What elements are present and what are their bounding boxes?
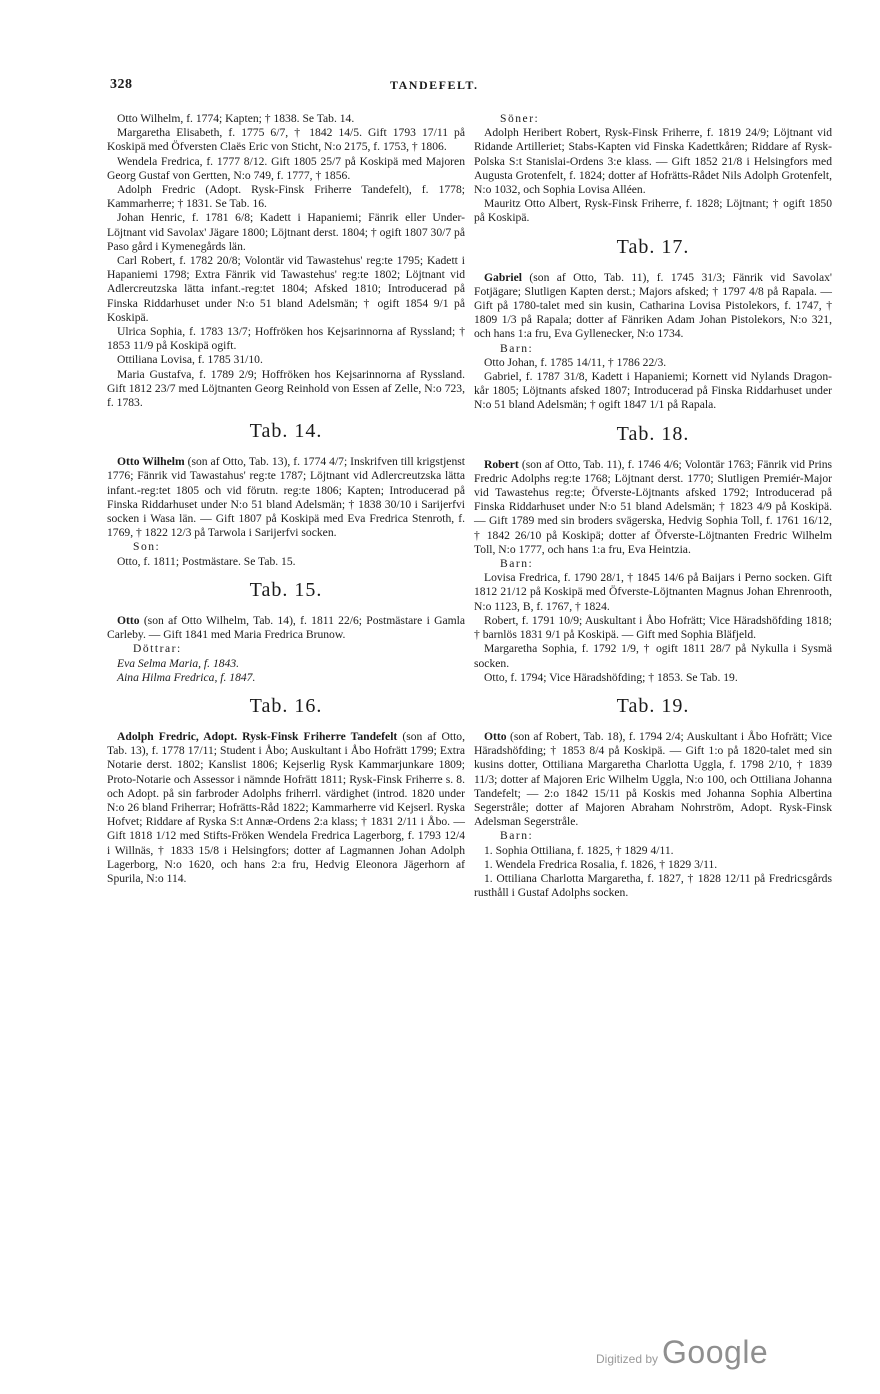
entry-lead-name: Robert <box>484 457 519 471</box>
entry-text: (son af Otto, Tab. 13), f. 1774 4/7; Inskrifven till krigstjenst 1776; Fänrik vid Tawastahus' reg:te 1787; Löjtnant vid Adlercreutzska lätta infant.-reg:tet 1805 och vid förutn. reg:te 1806; Kapten; Introducerad på Finska Riddarhuset under N:o 51 bland Adelsmän; † 1838 30/10 i Sarijerfvi socken i Wasa län. — Gift 1807 på Koskipä med Eva Fredrica Stenroth, f. 1769, † 1822 12/3 på Tarwola i Sarijerfvi socken. <box>107 455 465 540</box>
son-entry: Adolph Heribert Robert, Rysk-Finsk Friherre, f. 1819 24/9; Löjtnant vid Ridande Artilleriet; Stabs-Kapten vid Finska Kadettkåren; Riddare af Rysk-Polska S:t Stanislai-Ordens 3:e klass. — Gift 1852 21/8 i Helsingfors med Augusta Grotenfelt, f. 1824; dotter af Hofrätts-Rådet Nils Adolph Grotenfelt, N:o 1032, och Sophia Lovisa Alléen. <box>474 126 832 197</box>
tab-19-heading: Tab. 19. <box>616 694 690 717</box>
entry-lead-name: Adolph Fredric, Adopt. Rysk-Finsk Friherre Tandefelt <box>117 729 398 743</box>
entry-lead-name: Otto Wilhelm <box>117 455 185 469</box>
daughter-entry: Eva Selma Maria, f. 1843. <box>117 656 240 670</box>
right-column <box>474 112 832 900</box>
entry: Otto Wilhelm, f. 1774; Kapten; † 1838. Se Tab. 14. <box>117 112 355 125</box>
tab-16-heading: Tab. 16. <box>249 694 323 717</box>
entry-lead-name: Otto <box>484 729 507 743</box>
digitized-watermark <box>596 1334 768 1371</box>
digitized-by-text: Digitized by <box>596 1352 659 1366</box>
son-entry: Mauritz Otto Albert, Rysk-Finsk Friherre, f. 1828; Löjtnant; † ogift 1850 på Koskipä. <box>474 197 832 225</box>
entry-lead-name: Gabriel <box>484 270 522 284</box>
child-entry: Otto Johan, f. 1785 14/11, † 1786 22/3. <box>484 355 667 369</box>
daughters-label: Döttrar: <box>133 642 182 656</box>
children-label: Barn: <box>500 341 534 355</box>
entry-text: (son af Otto, Tab. 11), f. 1746 4/6; Volontär 1763; Fänrik vid Prins Fredric Adolphs reg:te 1768; Löjtnant derst. 1770; Slutligen Premiér-Major vid Tawastehus reg:te; Öfverste-Löjtnants afsked 1792; Introducerad på Finska Riddarhuset under N:o 51 bland Adelsmän; † 1823 4/9 på Koskipä. — Gift 1789 med sin broders svägerska, Hedvig Sophia Toll, f. 1761 16/12, † 1842 26/10 på Koskipä; dotter af Öfverste-Löjtnanten Fredric Wilhelm Toll, N:o 1777, och hans 1:a fru, Eva Heintzia. <box>474 457 832 556</box>
son-label: Son: <box>133 540 161 554</box>
tab-14-heading: Tab. 14. <box>249 420 323 443</box>
child-entry: 1. Sophia Ottiliana, f. 1825, † 1829 4/11. <box>484 843 674 857</box>
left-column <box>107 112 465 886</box>
entry: Margaretha Elisabeth, f. 1775 6/7, † 1842 14/5. Gift 1793 17/11 på Koskipä med Öfversten Claës Eric von Sticht, N:o 2175, f. 1753, † 1806. <box>107 126 465 154</box>
tab-16-entry <box>107 730 465 886</box>
tab-18-heading: Tab. 18. <box>616 422 690 445</box>
tab-17-entry <box>474 271 832 342</box>
entry: Wendela Fredrica, f. 1777 8/12. Gift 1805 25/7 på Koskipä med Majoren Georg Gustaf von Gertten, N:o 749, f. 1777, † 1856. <box>107 154 465 182</box>
entry: Ottiliana Lovisa, f. 1785 31/10. <box>117 353 263 367</box>
tab-18-entry <box>474 458 832 557</box>
children-label: Barn: <box>500 557 534 571</box>
entry: Johan Henric, f. 1781 6/8; Kadett i Hapaniemi; Fänrik eller Under-Löjtnant vid Savolax' Jägare 1800; Löjtnant derst. 1804; † ogift 1807 30/7 på Paso gård i Kymenegårds län. <box>107 211 465 253</box>
entry-text: (son af Otto, Tab. 11), f. 1745 31/3; Fänrik vid Savolax' Fotjägare; Slutligen Kapten derst.; Majors afsked; † 1797 4/8 på Rapala. — Gift på 1780-talet med sin kusin, Catharina Lovisa Pistolekors, f. 1747, † 1809 1/3 på Rapala; dotter af Fänriken Adam Johan Pistolekors, N:o 321, och hans 1:a fru, Eva Gyllenecker, N:o 1734. <box>474 270 832 341</box>
tab-19-entry <box>474 730 832 829</box>
tab-14-entry <box>107 455 465 540</box>
entry-text: (son af Robert, Tab. 18), f. 1794 2/4; Auskultant i Åbo Hofrätt; Vice Häradshöfding; † 1853 8/4 på Koskipä. — Gift 1:o på 1820-talet med sin kusins dotter, Ottiliana Margaretha Charlotta Uggla, f. 1798 2/10, † 1839 11/3; dotter af Majoren Eric Wilhelm Uggla, N:o 100, och Ottiliana Johanna Tandefelt; — 2:o 1842 15/11 på Koskis med Johanna Sophia Albertina Segerstråle; dotter af Majoren Abraham Nohrström, Adopt. Rysk-Finsk Adelsman Segerstråle. <box>474 729 832 829</box>
child-entry: Gabriel, f. 1787 31/8, Kadett i Hapaniemi; Kornett vid Nylands Dragon-kår 1805; Löjtnants afsked 1807; Introducerad på Finska Riddarhuset under N:o 51 bland Adelsmän; † ogift 1847 1/1 på Rapala. <box>474 370 832 412</box>
tab-15-entry <box>107 614 465 642</box>
sons-label: Söner: <box>500 112 540 125</box>
daughter-entry: Aina Hilma Fredrica, f. 1847. <box>117 670 256 684</box>
entry: Maria Gustafva, f. 1789 2/9; Hoffröken hos Kejsarinnorna af Ryssland. Gift 1812 23/7 med Löjtnanten Georg Reinhold von Essen af Zelle, N:o 723, f. 1783. <box>107 367 465 410</box>
child-entry: 1. Ottiliana Charlotta Margaretha, f. 1827, † 1828 12/11 på Fredricsgårds rusthåll i Gustaf Adolphs socken. <box>474 871 832 900</box>
son-entry: Otto, f. 1811; Postmästare. Se Tab. 15. <box>117 554 296 568</box>
child-entry: Lovisa Fredrica, f. 1790 28/1, † 1845 14/6 på Baijars i Perno socken. Gift 1812 21/12 på Koskipä med Öfverste-Löjtnanten Magnus Johan Ehrenrooth, N:o 1123, B, f. 1767, † 1824. <box>474 571 832 613</box>
entry-text: (son af Otto Wilhelm, Tab. 14), f. 1811 22/6; Postmästare i Gamla Carleby. — Gift 1841 med Maria Fredrica Brunow. <box>107 613 465 642</box>
entry-lead-name: Otto <box>117 613 140 627</box>
entry: Carl Robert, f. 1782 20/8; Volontär vid Tawastehus' reg:te 1795; Kadett i Hapaniemi 1798; Extra Fänrik vid Tawastehus' reg:te 1802; Löjtnant vid Adlercreutzska lätta infant.-reg:tet 1804; Afsked 1810; Introducerad på Finska Riddarhuset under N:o 51 bland Adelsmän; † ogift 1854 9/1 på Koskipä. <box>107 254 465 324</box>
child-entry: Margaretha Sophia, f. 1792 1/9, † ogift 1811 28/7 på Nykulla i Sysmä socken. <box>474 642 832 670</box>
entry: Adolph Fredric (Adopt. Rysk-Finsk Friherre Tandefelt), f. 1778; Kammarherre; † 1831. Se Tab. 16. <box>107 183 465 211</box>
tab-17-heading: Tab. 17. <box>616 235 690 258</box>
child-entry: 1. Wendela Fredrica Rosalia, f. 1826, † 1829 3/11. <box>484 857 718 871</box>
tab-15-heading: Tab. 15. <box>249 578 323 601</box>
children-label: Barn: <box>500 829 534 843</box>
google-logo: Google <box>662 1334 769 1370</box>
entry-text: (son af Otto, Tab. 13), f. 1778 17/11; Student i Åbo; Auskultant i Åbo Hofrätt 1799; Extra Notarie derst. 1802; Kanslist 1806; Kejserlig Rysk Kammarjunkare 1809; Proto-Notarie och Assessor i nämnde Hofrätt 1811; Rysk-Finsk Friherre s. 8. och Adopt. på sin farbroder Adolphs friherrl. värdighet (introd. 1820 under N:o 26 bland Friherrar; Hofrätts-Råd 1822; Kammarherre vid Kejserl. Ryska Hofvet; Riddare af Ryska S:t Annæ-Ordens 2:a klass; † 1831 2/11 i Åbo. — Gift 1818 1/12 med Stifts-Fröken Wendela Fredrica Lagerborg, f. 1793 12/4 i Willnäs, † 1833 15/8 i Helsingfors; dotter af Lagmannen Johan Adolph Lagerborg, N:o 1620, och hans 2:a fru, Hedvig Eleonora Jägerhorn af Spurila, N:o 114. <box>107 729 465 885</box>
page-number: 328 <box>110 77 133 92</box>
entry: Ulrica Sophia, f. 1783 13/7; Hoffröken hos Kejsarinnorna af Ryssland; † 1853 11/9 på Koskipä ogift. <box>107 325 465 353</box>
running-title: TANDEFELT. <box>390 78 479 92</box>
child-entry: Otto, f. 1794; Vice Häradshöfding; † 1853. Se Tab. 19. <box>484 670 738 684</box>
child-entry: Robert, f. 1791 10/9; Auskultant i Åbo Hofrätt; Vice Häradshöfding 1818; † barnlös 1831 9/1 på Koskipä. — Gift med Sophia Bläfjeld. <box>474 613 832 642</box>
